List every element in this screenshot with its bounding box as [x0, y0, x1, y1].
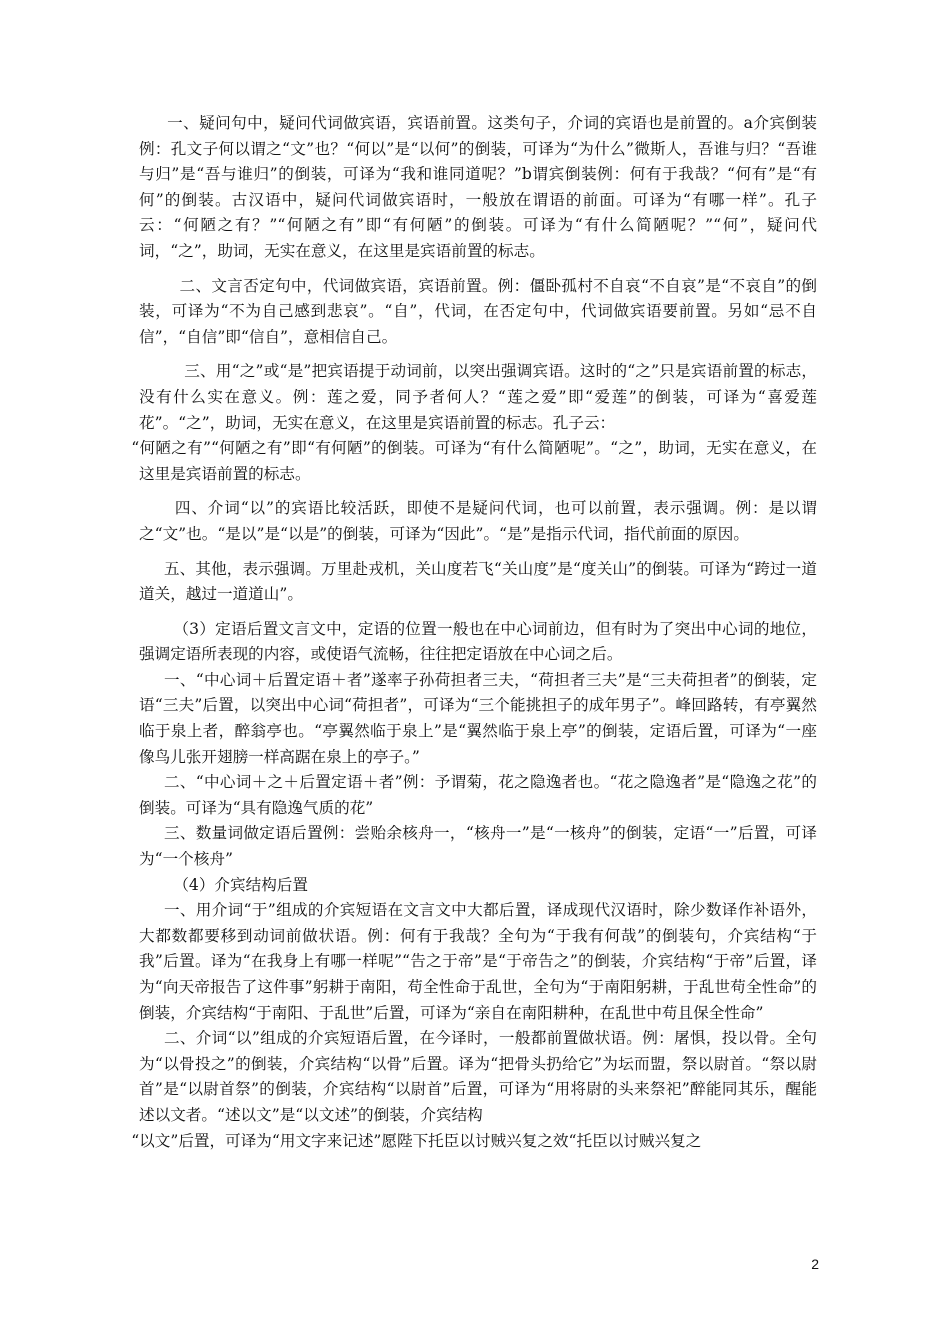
- page-number: 2: [811, 1256, 819, 1272]
- paragraph-negative-object: 二、文言否定句中，代词做宾语，宾语前置。例：僵卧孤村不自哀“不自哀”是“不哀自”的倒装，可译为“不为自己感到悲哀”。“自”，代词，在否定句中，代词做宾语要前置。另如“忌不自信”，“自信”即“信自”，意相信自己。: [139, 276, 817, 346]
- paragraph-yi-object: 四、介词“以”的宾语比较活跃，即使不是疑问代词，也可以前置，表示强调。例：是以谓之“文”也。“是以”是“以是”的倒装，可译为“因此”。“是”是指示代词，指代前面的原因。: [139, 499, 817, 543]
- paragraph-other-emphasis: 五、其他，表示强调。万里赴戎机，关山度若飞“关山度”是“度关山”的倒装。可译为“跨过一道道关，越过一道道山”。: [139, 559, 817, 604]
- paragraph-prep-yi: 二、介词“以”组成的介宾短语后置，在今译时，一般都前置做状语。例：屠惧，投以骨。全句为“以骨投之”的倒装，介宾结构“以骨”后置。译为“把骨头扔给它”为坛而盟，祭以尉首。“祭以尉首”是“以尉首祭”的倒装，介宾结构“以尉首”后置，可译为“用将尉的头来祭祀”醉能同其乐，醒能述以文者。“述以文”是“以文述”的倒装，介宾结构: [139, 1029, 817, 1124]
- paragraph-zhi-shi-object: 三、用“之”或“是”把宾语提于动词前，以突出强调宾语。这时的“之”只是宾语前置的标志，没有什么实在意义。例：莲之爱，同予者何人？“莲之爱”即“爱莲”的倒装，可译为“喜爱莲花”。“之”，助词，无实在意义，在这里是宾语前置的标志。孔子云：: [139, 362, 817, 432]
- paragraph-prep-yu: 一、用介词“于”组成的介宾短语在文言文中大都后置，译成现代汉语时，除少数译作补语外，大都数都要移到动词前做状语。例：何有于我哉？全句为“于我有何哉”的倒装句，介宾结构“于我”后置。译为“在我身上有哪一样呢”“告之于帝”是“于帝告之”的倒装，介宾结构“于帝”后置，译为“向天帝报告了这件事”躬耕于南阳，苟全性命于乱世，全句为“于南阳躬耕，于乱世苟全性命”的倒装，介宾结构“于南阳、于乱世”后置，可译为“亲自在南阳耕种，在乱世中苟且保全性命”: [139, 901, 817, 1022]
- paragraph-yiwen: “以文”后置，可译为“用文字来记述”愿陛下托臣以讨贼兴复之效“托臣以讨贼兴复之: [131, 1131, 702, 1150]
- paragraph-center-word-zhi-zhe: 二、“中心词＋之＋后置定语＋者”例：予谓菊，花之隐逸者也。“花之隐逸者”是“隐逸之花”的倒装。可译为“具有隐逸气质的花”: [139, 773, 817, 817]
- paragraph-numeral-attributive: 三、数量词做定语后置例：尝贻余核舟一，“核舟一”是“一核舟”的倒装，定语“一”后置，可译为“一个核舟”: [139, 824, 817, 869]
- paragraph-interrogative-object: 一、疑问句中，疑问代词做宾语，宾语前置。这类句子，介词的宾语也是前置的。a介宾倒装例：孔文子何以谓之“文”也？“何以”是“以何”的倒装，可译为“为什么”微斯人，吾谁与归？“吾谁与归”是“吾与谁归”的倒装，可译为“我和谁同道呢？”b谓宾倒装例：何有于我哉？“何有”是“有何”的倒装。古汉语中，疑问代词做宾语时，一般放在谓语的前面。可译为“有哪一样”。孔子云：“何陋之有？”“何陋之有”即“有何陋”的倒装。可译为“有什么简陋呢？”“何”，疑问代词，“之”，助词，无实在意义，在这里是宾语前置的标志。: [139, 114, 817, 260]
- paragraph-helou-zhiyou: “何陋之有”“何陋之有”即“有何陋”的倒装。可译为“有什么简陋呢”。“之”，助词，无实在意义，在这里是宾语前置的标志。: [131, 439, 817, 483]
- body-text: [131, 111, 817, 1154]
- paragraph-prep-phrase-heading: （4）介宾结构后置: [173, 875, 308, 894]
- paragraph-center-word-zhe: 一、“中心词＋后置定语＋者”遂率子孙荷担者三夫，“荷担者三夫”是“三夫荷担者”的倒装，定语“三夫”后置，以突出中心词“荷担者”，可译为“三个能挑担子的成年男子”。峰回路转，有亭翼然临于泉上者，醉翁亭也。“亭翼然临于泉上”是“翼然临于泉上亭”的倒装，定语后置，可译为“一座像鸟儿张开翅膀一样高踞在泉上的亭子。”: [139, 670, 817, 766]
- paragraph-attributive-postposition: （3）定语后置文言文中，定语的位置一般也在中心词前边，但有时为了突出中心词的地位，强调定语所表现的内容，或使语气流畅，往往把定语放在中心词之后。: [139, 619, 817, 664]
